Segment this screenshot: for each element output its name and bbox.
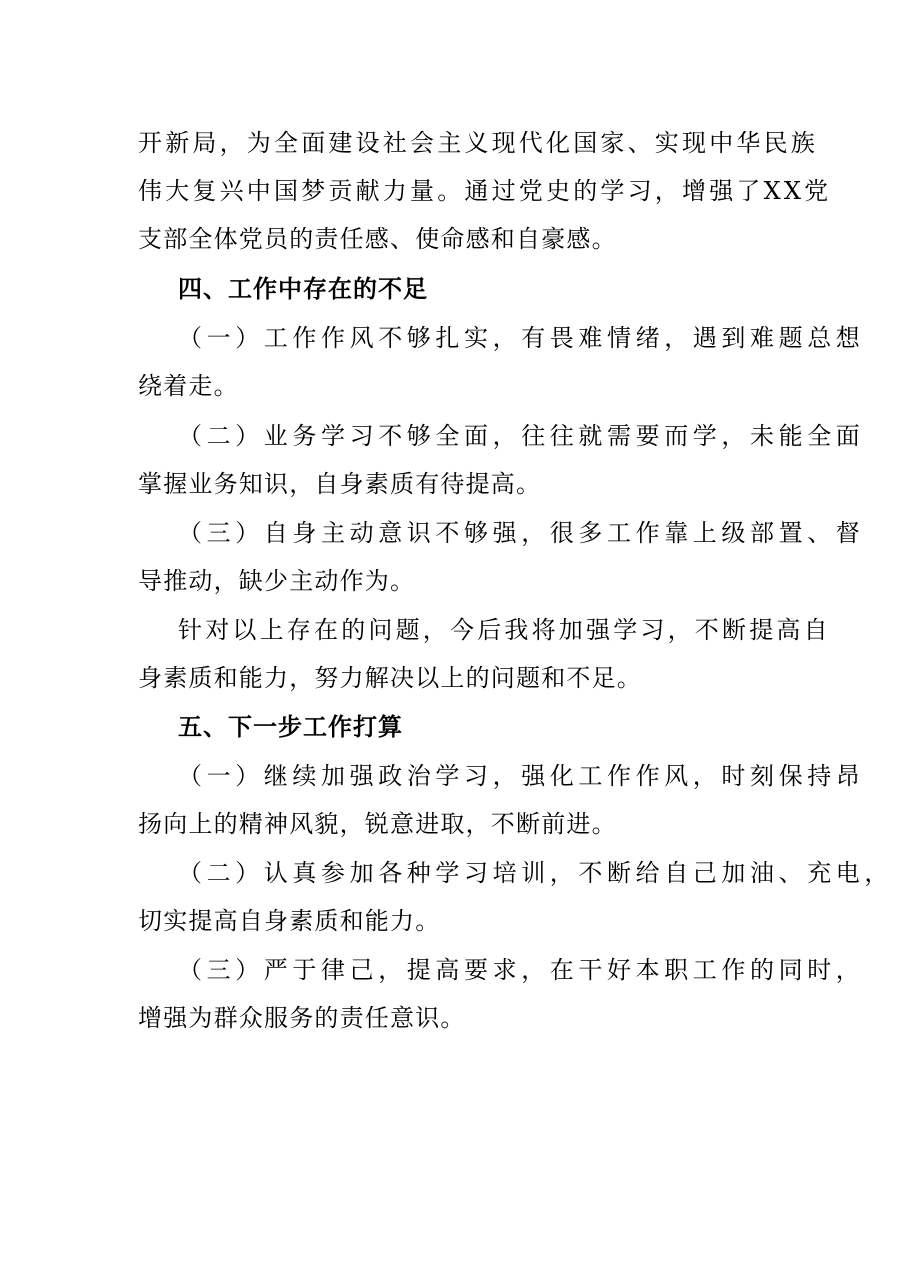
paragraph-line: 扬向上的精神风貌，锐意进取，不断前进。: [138, 810, 617, 838]
paragraph-line: 导推动，缺少主动作为。: [138, 567, 416, 595]
paragraph-line: （一）继续加强政治学习，强化工作作风，时刻保持昂: [178, 762, 865, 790]
paragraph-line: 开新局，为全面建设社会主义现代化国家、实现中华民族: [138, 129, 818, 157]
paragraph-line: （三）自身主动意识不够强，很多工作靠上级部置、督: [178, 519, 865, 547]
paragraph-line: 支部全体党员的责任感、使命感和自豪感。: [138, 225, 617, 253]
section-heading-shortcomings: 四、工作中存在的不足: [178, 274, 428, 303]
paragraph-line: 身素质和能力，努力解决以上的问题和不足。: [138, 664, 642, 692]
paragraph-line: 掌握业务知识，自身素质有待提高。: [138, 470, 542, 498]
paragraph-line: 切实提高自身素质和能力。: [138, 907, 441, 935]
paragraph-line: （三）严于律己，提高要求，在干好本职工作的同时，: [178, 956, 865, 984]
paragraph-line: （二）认真参加各种学习培训，不断给自己加油、充电，: [178, 859, 893, 887]
paragraph-line: 伟大复兴中国梦贡献力量。通过党史的学习，增强了XX党: [138, 177, 832, 205]
paragraph-line: （一）工作作风不够扎实，有畏难情绪，遇到难题总想: [178, 324, 865, 352]
paragraph-line: 针对以上存在的问题，今后我将加强学习，不断提高自: [178, 616, 831, 644]
paragraph-line: （二）业务学习不够全面，往往就需要而学，未能全面: [178, 422, 865, 450]
paragraph-line: 绕着走。: [138, 372, 239, 400]
paragraph-line: 增强为群众服务的责任意识。: [138, 1004, 466, 1032]
section-heading-next-steps: 五、下一步工作打算: [178, 712, 403, 741]
